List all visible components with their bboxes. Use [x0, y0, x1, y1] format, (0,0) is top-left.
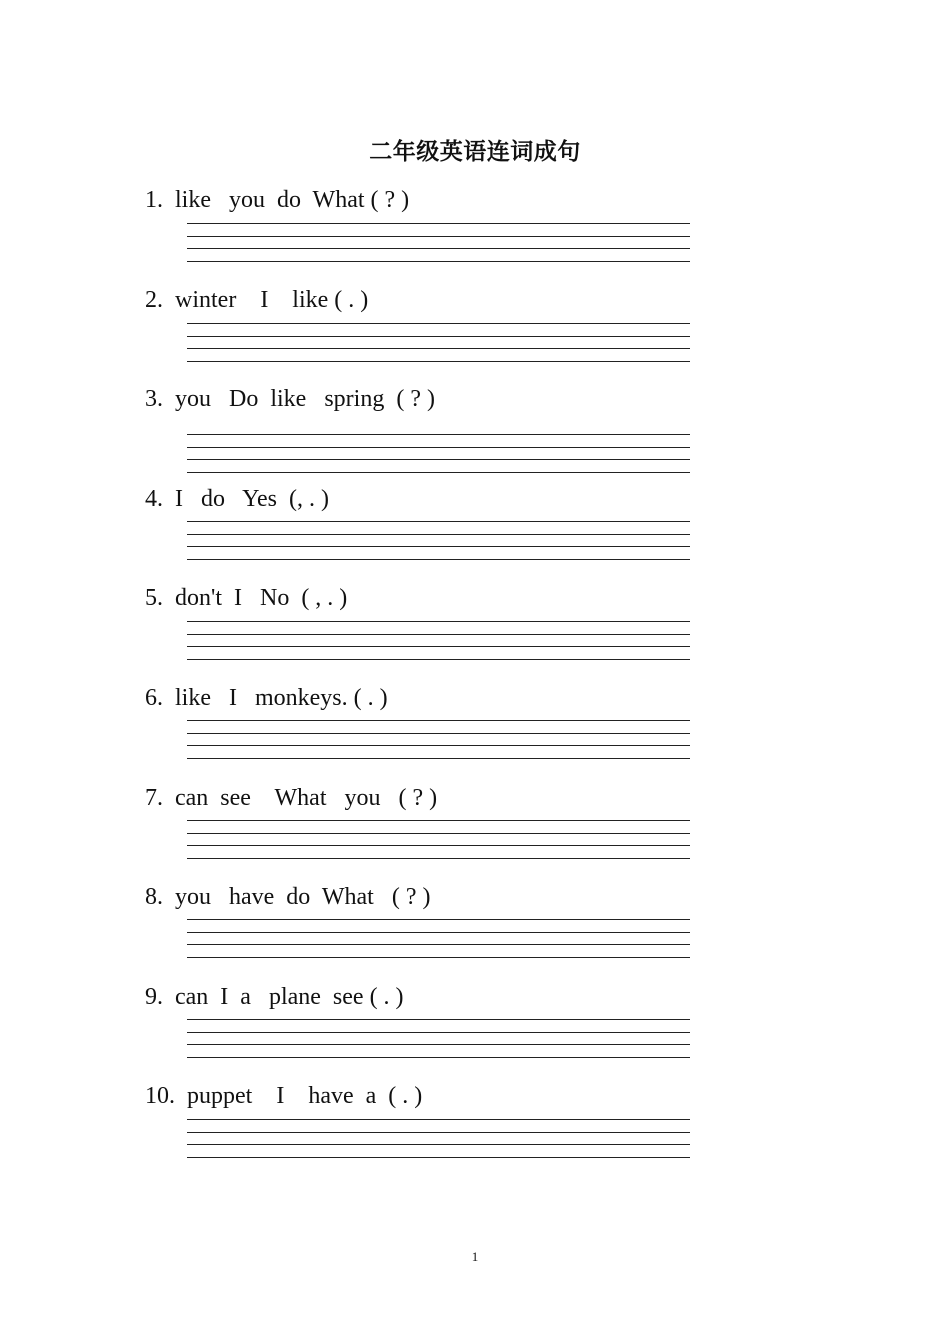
- answer-line: [187, 261, 690, 274]
- question-prompt: 2. winter I like ( . ): [145, 287, 369, 313]
- page-title: 二年级英语连词成句: [369, 139, 581, 165]
- answer-line: [187, 634, 690, 647]
- answer-line: [187, 1032, 690, 1045]
- question-prompt: 8. you have do What ( ? ): [145, 884, 431, 910]
- answer-line: [187, 223, 690, 236]
- question-prompt: 4. I do Yes (, . ): [145, 486, 330, 512]
- answer-line: [187, 434, 690, 447]
- question-item: [0, 285, 950, 375]
- question-item: [0, 882, 950, 972]
- answer-line: [187, 1044, 690, 1057]
- question-prompt: 10. puppet I have a ( . ): [145, 1083, 423, 1109]
- question-item: [0, 1081, 950, 1171]
- answer-line: [187, 236, 690, 249]
- answer-line: [187, 1132, 690, 1145]
- question-item: [0, 783, 950, 873]
- answer-line: [187, 758, 690, 771]
- question-item: [0, 683, 950, 773]
- answer-line: [187, 459, 690, 472]
- question-item: [0, 185, 950, 275]
- answer-line: [187, 472, 690, 485]
- answer-line: [187, 858, 690, 871]
- answer-line: [187, 621, 690, 634]
- answer-line: [187, 957, 690, 970]
- answer-line: [187, 919, 690, 932]
- answer-line: [187, 944, 690, 957]
- question-item: [0, 484, 950, 574]
- question-prompt: 9. can I a plane see ( . ): [145, 984, 404, 1010]
- answer-line: [187, 559, 690, 572]
- answer-line: [187, 745, 690, 758]
- answer-line: [187, 521, 690, 534]
- answer-lines: [187, 434, 690, 484]
- answer-lines: [187, 820, 690, 870]
- answer-line: [187, 659, 690, 672]
- question-item: [0, 384, 950, 474]
- answer-line: [187, 546, 690, 559]
- question-item: [0, 583, 950, 673]
- answer-line: [187, 932, 690, 945]
- question-prompt: 5. don't I No ( , . ): [145, 585, 348, 611]
- question-prompt: 7. can see What you ( ? ): [145, 785, 438, 811]
- answer-lines: [187, 720, 690, 770]
- answer-line: [187, 733, 690, 746]
- answer-lines: [187, 1119, 690, 1169]
- answer-line: [187, 361, 690, 374]
- question-prompt: 1. like you do What ( ? ): [145, 187, 410, 213]
- answer-line: [187, 833, 690, 846]
- answer-lines: [187, 323, 690, 373]
- question-prompt: 3. you Do like spring ( ? ): [145, 386, 435, 412]
- answer-line: [187, 1019, 690, 1032]
- answer-lines: [187, 621, 690, 671]
- answer-line: [187, 534, 690, 547]
- question-item: [0, 982, 950, 1072]
- answer-lines: [187, 521, 690, 571]
- question-prompt: 6. like I monkeys. ( . ): [145, 685, 388, 711]
- answer-line: [187, 646, 690, 659]
- answer-line: [187, 1119, 690, 1132]
- answer-line: [187, 1057, 690, 1070]
- answer-line: [187, 336, 690, 349]
- answer-line: [187, 323, 690, 336]
- answer-line: [187, 845, 690, 858]
- answer-line: [187, 447, 690, 460]
- answer-line: [187, 720, 690, 733]
- answer-lines: [187, 1019, 690, 1069]
- answer-lines: [187, 223, 690, 273]
- answer-lines: [187, 919, 690, 969]
- answer-line: [187, 820, 690, 833]
- page-number: 1: [471, 1249, 479, 1264]
- answer-line: [187, 248, 690, 261]
- answer-line: [187, 1144, 690, 1157]
- answer-line: [187, 348, 690, 361]
- answer-line: [187, 1157, 690, 1170]
